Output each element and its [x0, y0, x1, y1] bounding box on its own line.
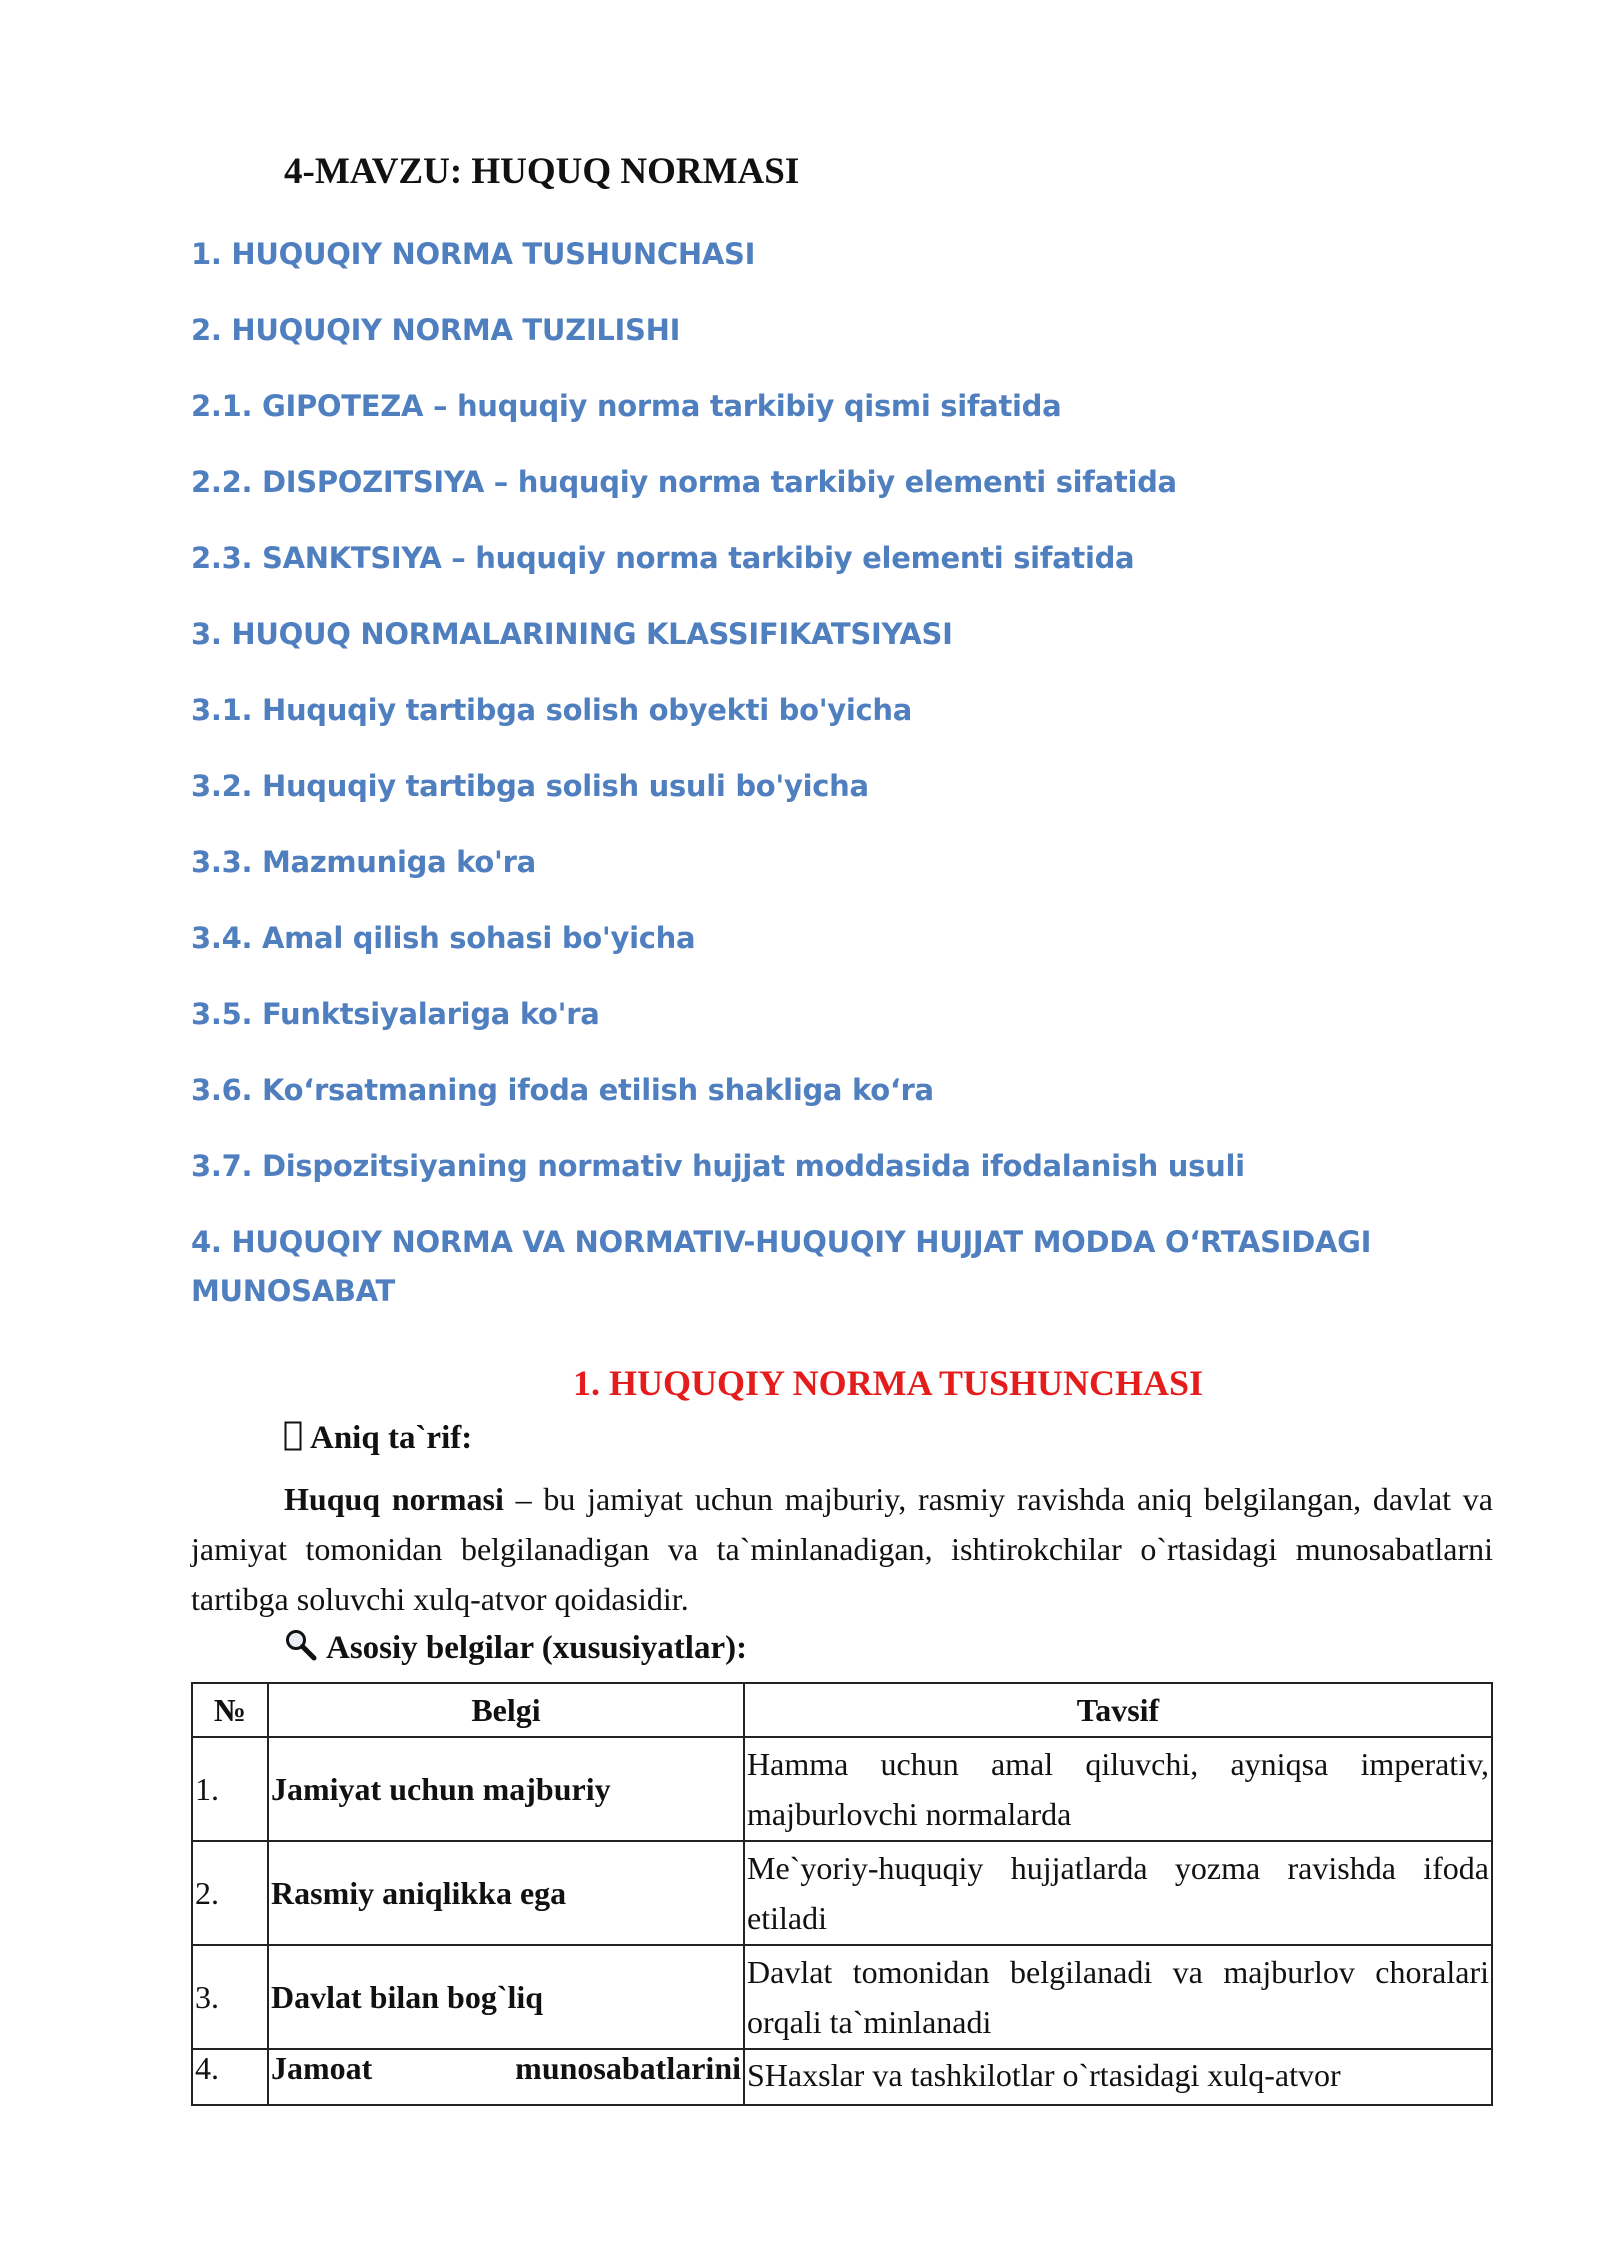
definition-term: Huquq normasi [284, 1481, 504, 1517]
definition-text: – bu jamiyat uchun majburiy, rasmiy ravishda aniq belgilangan, davlat va jamiyat tomonidan belgilanadigan va ta`minlanadigan, ishtirokchilar o`rtasidagi munosabatlarni tartibga soluvchi xulq-atvor qoidasidir. [191, 1481, 1494, 1617]
toc-item[interactable]: 3.6. Koʻrsatmaning ifoda etilish shakliga koʻra [191, 1073, 934, 1107]
table-row [192, 1841, 1492, 1945]
table-row [192, 1737, 1492, 1841]
magnifier-icon [284, 1628, 318, 1667]
row-number: 2. [192, 1841, 268, 1945]
row-description: Davlat tomonidan belgilanadi va majburlov choralari orqali ta`minlanadi [744, 1945, 1492, 2049]
page-title: 4-MAVZU: HUQUQ NORMASI [284, 151, 800, 192]
definition-paragraph [191, 1474, 1493, 1624]
features-table [191, 1682, 1493, 2106]
row-description: Me`yoriy-huquqiy hujjatlarda yozma ravishda ifoda etiladi [744, 1841, 1492, 1945]
table-header-row [192, 1683, 1492, 1737]
toc-item[interactable]: 3.7. Dispozitsiyaning normativ hujjat moddasida ifodalanish usuli [191, 1149, 1245, 1183]
table-of-contents [191, 230, 1491, 1328]
toc-item[interactable]: 2.3. SANKTSIYA – huquqiy norma tarkibiy elementi sifatida [191, 541, 1135, 575]
features-label [284, 1628, 747, 1667]
toc-item[interactable]: 2.1. GIPOTEZA – huquqiy norma tarkibiy qismi sifatida [191, 389, 1062, 423]
table-row [192, 1945, 1492, 2049]
row-description: Hamma uchun amal qiluvchi, ayniqsa imperativ, majburlovchi normalarda [744, 1737, 1492, 1841]
toc-item[interactable]: 3.4. Amal qilish sohasi bo'yicha [191, 921, 696, 955]
section-heading: 1. HUQUQIY NORMA TUSHUNCHASI [572, 1363, 1204, 1403]
row-sign: Jamoat munosabatlarini [268, 2049, 744, 2105]
row-number: 4. [192, 2049, 268, 2105]
features-label-text: Asosiy belgilar (xususiyatlar): [326, 1630, 748, 1666]
toc-item[interactable]: 2. HUQUQIY NORMA TUZILISHI [191, 313, 681, 347]
row-sign: Jamiyat uchun majburiy [268, 1737, 744, 1841]
toc-item[interactable]: 3.3. Mazmuniga ko'ra [191, 845, 536, 879]
row-description: SHaxslar va tashkilotlar o`rtasidagi xulq-atvor [744, 2049, 1492, 2105]
missing-glyph-icon [284, 1420, 302, 1457]
table-row [192, 2049, 1492, 2105]
row-sign: Davlat bilan bog`liq [268, 1945, 744, 2049]
toc-item[interactable]: 1. HUQUQIY NORMA TUSHUNCHASI [191, 237, 756, 271]
definition-label [284, 1420, 472, 1457]
col-header-number: № [192, 1683, 268, 1737]
toc-item[interactable]: 4. HUQUQIY NORMA VA NORMATIV-HUQUQIY HUJJAT MODDA OʻRTASIDAGI MUNOSABAT [191, 1225, 1372, 1308]
toc-item[interactable]: 2.2. DISPOZITSIYA – huquqiy norma tarkibiy elementi sifatida [191, 465, 1177, 499]
col-header-description: Tavsif [744, 1683, 1492, 1737]
row-number: 1. [192, 1737, 268, 1841]
col-header-sign: Belgi [268, 1683, 744, 1737]
row-sign: Rasmiy aniqlikka ega [268, 1841, 744, 1945]
toc-item[interactable]: 3. HUQUQ NORMALARINING KLASSIFIKATSIYASI [191, 617, 953, 651]
toc-item[interactable]: 3.5. Funktsiyalariga ko'ra [191, 997, 600, 1031]
definition-label-text: Aniq ta`rif: [310, 1420, 473, 1456]
toc-item[interactable]: 3.2. Huquqiy tartibga solish usuli bo'yicha [191, 769, 869, 803]
row-number: 3. [192, 1945, 268, 2049]
toc-item[interactable]: 3.1. Huquqiy tartibga solish obyekti bo'yicha [191, 693, 913, 727]
